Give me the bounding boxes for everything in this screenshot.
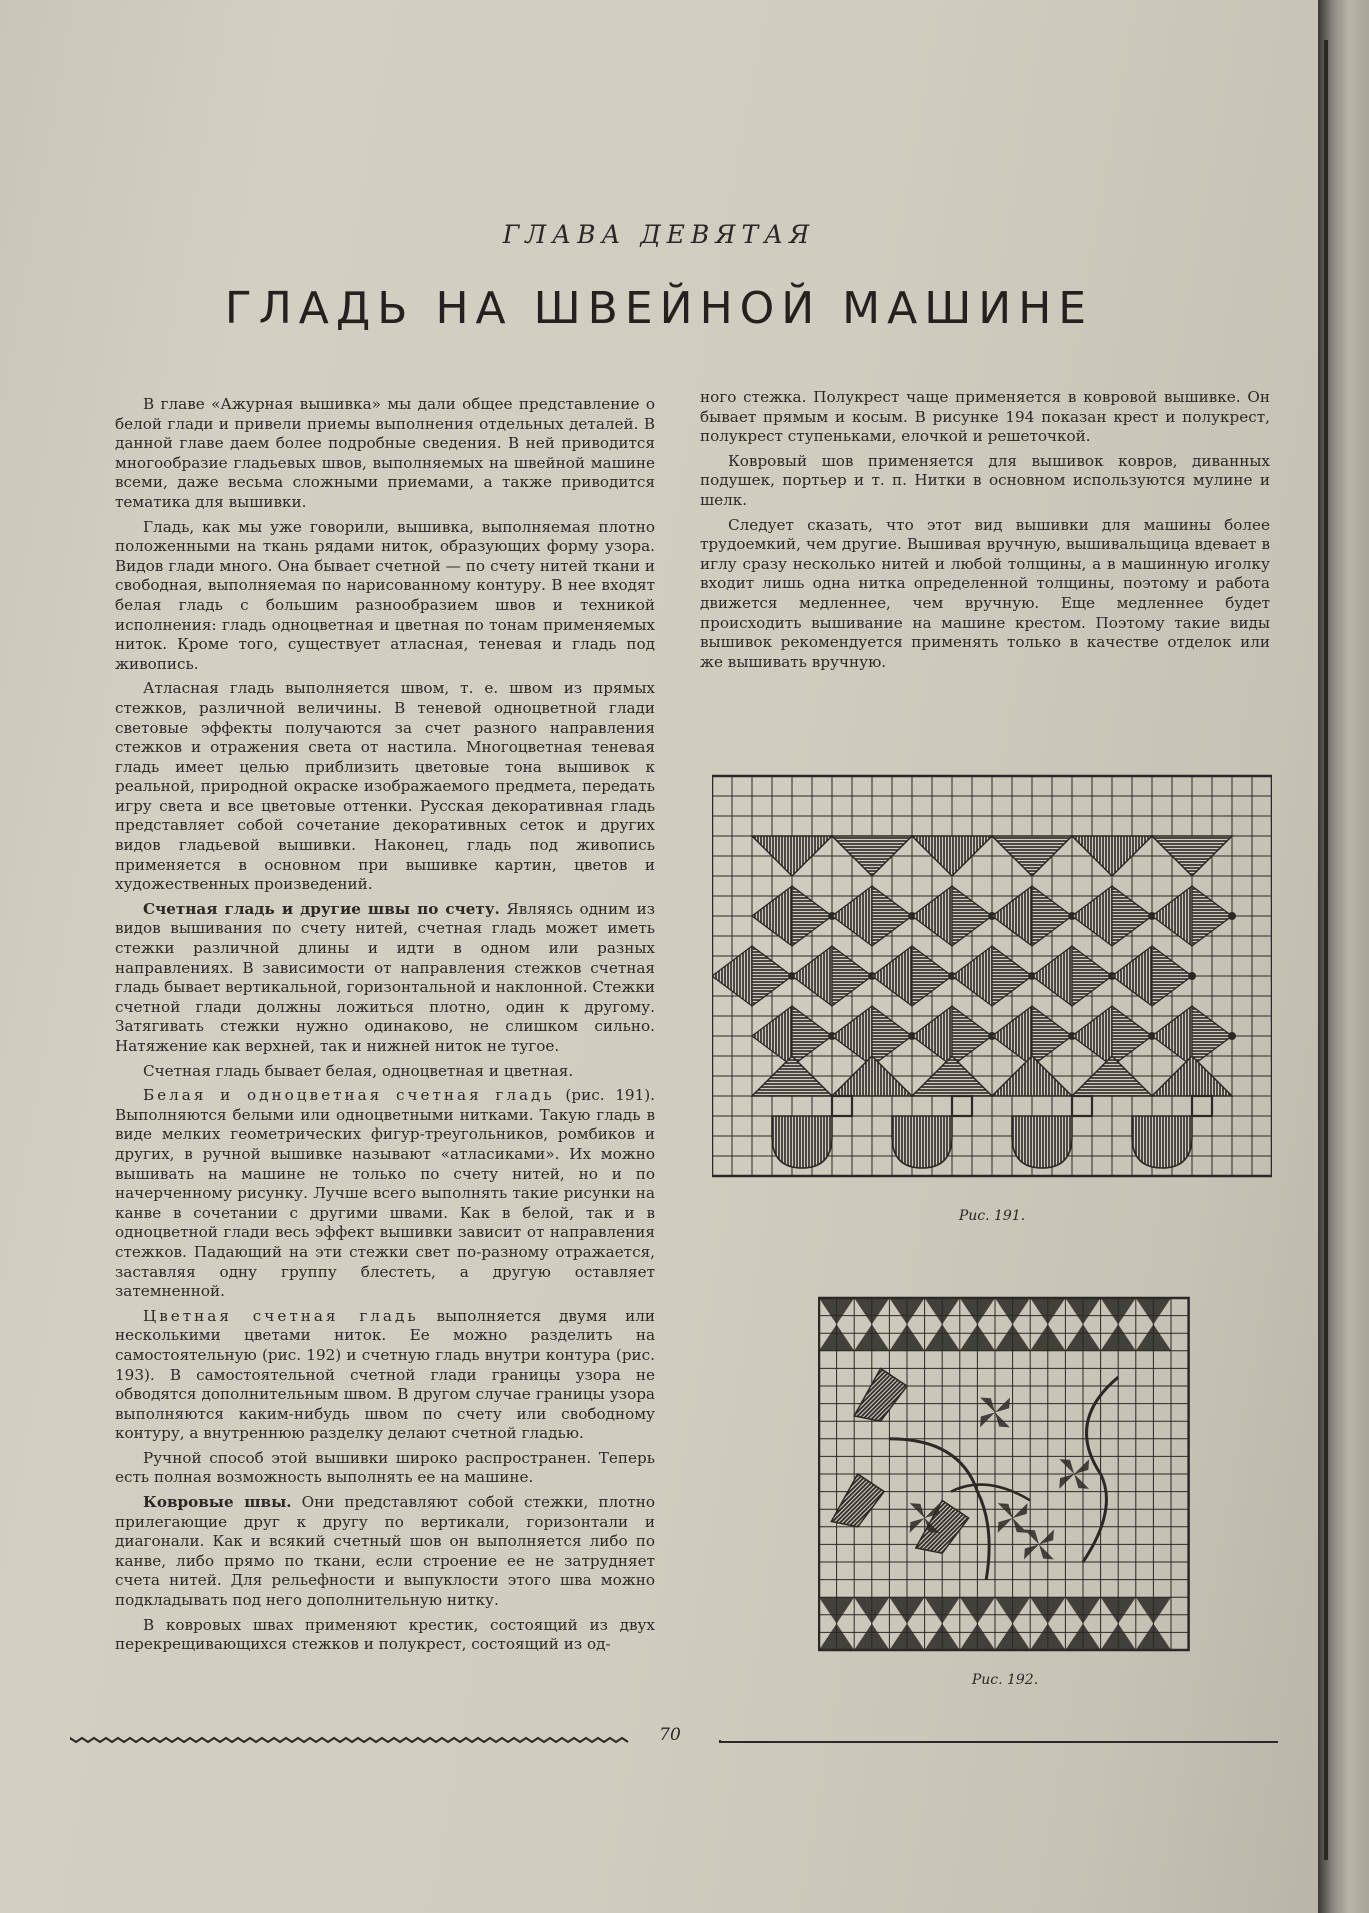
- next-page-edge: [1318, 0, 1369, 1913]
- paragraph: [115, 900, 655, 1057]
- paragraph: Ковровый шов применяется для вышивок ковров, диванных подушек, портьер и т. п. Нитки в основном используются мулине и шелк.: [700, 451, 1270, 509]
- page-number: 70: [659, 1725, 681, 1745]
- paragraph: Гладь, как мы уже говорили, вышивка, выполняемая плотно положенными на ткань рядами ниток, образующих форму узора. Видов глади много. Она бывает счетной — по счету нитей ткани и свободная, выполняемая по нарисованному контуру. В нее входят белая гладь с большим разнообразием швов и техникой исполнения: гладь одноцветная и цветная по тонам применяемых ниток. Кроме того, существует атласная, теневая и гладь под живопись.: [115, 517, 655, 673]
- paragraph-text: (рис. 191). Выполняются белыми или одноцветными нитками. Такую гладь в виде мелких геометрических фигур-треугольников, ромбиков и других, в ручной вышивке называют «атласиками». Их можно вышивать на машине не только по счету нитей, но и по начерченному рисунку. Лучше всего выполнять такие рисунки на канве в сочетании с другими швами. Как в белой, так и в одноцветной глади весь эффект вышивки зависит от направления стежков. Падающий на эти стежки свет по-разному отражается, заставляя одну группу блестеть, а другую оставляет затемненной.: [115, 1086, 655, 1301]
- right-text-column: [700, 388, 1270, 677]
- paragraph-text: Являясь одним из видов вышивания по счету нитей, счетная гладь может иметь стежки различной длины и идти в одном или разных направлениях. В зависимости от направления стежков счетная гладь бывает вертикальной, горизонтальной и наклонной. Стежки счетной глади должны ложиться плотно, один к другому. Затягивать стежки нужно одинаково, не слишком сильно. Натяжение как верхней, так и нижней ниток не тугое.: [115, 899, 655, 1055]
- stitch-motifs: [712, 836, 1236, 1168]
- figure-192-embroidery-pattern: [818, 1293, 1192, 1663]
- paragraph: Ручной способ этой вышивки широко распространен. Теперь есть полная возможность выполнять ее на машине.: [115, 1448, 655, 1487]
- figure-192-caption: Рис. 192.: [971, 1672, 1039, 1688]
- paragraph-lead: Белая и одноцветная счетная гладь: [143, 1086, 555, 1105]
- paragraph-lead: Ковровые швы.: [143, 1493, 292, 1512]
- paragraph: [115, 1307, 655, 1444]
- left-text-column: [115, 395, 655, 1660]
- paragraph: [115, 1493, 655, 1611]
- paragraph: В главе «Ажурная вышивка» мы дали общее представление о белой глади и привели приемы выполнения отдельных деталей. В данной главе даем более подробные сведения. В ней приводится многообразие гладьевых швов, выполняемых на швейной машине всеми, даже весьма сложными приемами, а также приводится тематика для вышивки.: [115, 395, 655, 511]
- paragraph: Счетная гладь бывает белая, одноцветная и цветная.: [143, 1061, 574, 1080]
- footer-wave-right: [720, 1740, 1278, 1742]
- chapter-label: ГЛАВА ДЕВЯТАЯ: [502, 220, 816, 249]
- paragraph-text: выполняется двумя или несколькими цветами ниток. Ее можно разделить на самостоятельную (рис. 192) и счетную гладь внутри контура (рис. 193). В самостоятельной счетной глади границы узора не обводятся дополнительным швом. В другом случае границы узора выполняются каким-нибудь швом по счету или свободному контуру, а внутреннюю разделку делают счетной гладью.: [115, 1306, 655, 1443]
- paragraph: В ковровых швах применяют крестик, состоящий из двух перекрещивающихся стежков и полукрест, состоящий из од-: [115, 1615, 655, 1654]
- chapter-title: ГЛАДЬ НА ШВЕЙНОЙ МАШИНЕ: [224, 283, 1094, 334]
- paragraph: Атласная гладь выполняется швом, т. е. швом из прямых стежков, различной величины. В теневой одноцветной глади световые эффекты получаются за счет разного направления стежков и отражения света от настила. Многоцветная теневая гладь имеет целью приблизить цветовые тона вышивок к реальной, природной окраске изображаемого предмета, передать игру света и все цветовые оттенки. Русская декоративная гладь представляет собой сочетание декоративных сеток и других видов гладьевой вышивки. Наконец, гладь под живопись применяется в основном при вышивке картин, цветов и художественных произведений.: [115, 679, 655, 894]
- grid: [819, 1298, 1189, 1650]
- paragraph-lead: Цветная счетная гладь: [143, 1306, 419, 1325]
- paragraph: [115, 1086, 655, 1302]
- paragraph: Следует сказать, что этот вид вышивки для машины более трудоемкий, чем другие. Вышивая вручную, вышивальщица вдевает в иглу сразу несколько нитей и любой толщины, а в машинную иголку входит лишь одна нитка определенной толщины, поэтому и работа движется медленнее, чем вручную. Еще медленнее будет происходить вышивание на машине крестом. Поэтому такие виды вышивок рекомендуется применять только в качестве отделок или же вышивать вручную.: [700, 515, 1270, 671]
- paragraph: ного стежка. Полукрест чаще применяется в ковровой вышивке. Он бывает прямым и косым. В рисунке 194 показан крест и полукрест, полукрест ступеньками, елочкой и решеточкой.: [700, 388, 1270, 446]
- footer-wave-left: [70, 1738, 628, 1742]
- figure-191-embroidery-pattern: [712, 768, 1272, 1178]
- page-edge-shadow: [1324, 40, 1328, 1860]
- paragraph-lead: Счетная гладь и другие швы по счету.: [143, 899, 500, 918]
- paragraph-text: Они представляют собой стежки, плотно прилегающие друг к другу по вертикали, горизонтали и диагонали. Как и всякий счетный шов он выполняется либо по канве, либо прямо по ткани, если строение ее не затрудняет счета нитей. Для рельефности и выпуклости этого шва можно подкладывать под него дополнительную нитку.: [115, 1493, 655, 1610]
- figure-191-caption: Рис. 191.: [958, 1208, 1026, 1224]
